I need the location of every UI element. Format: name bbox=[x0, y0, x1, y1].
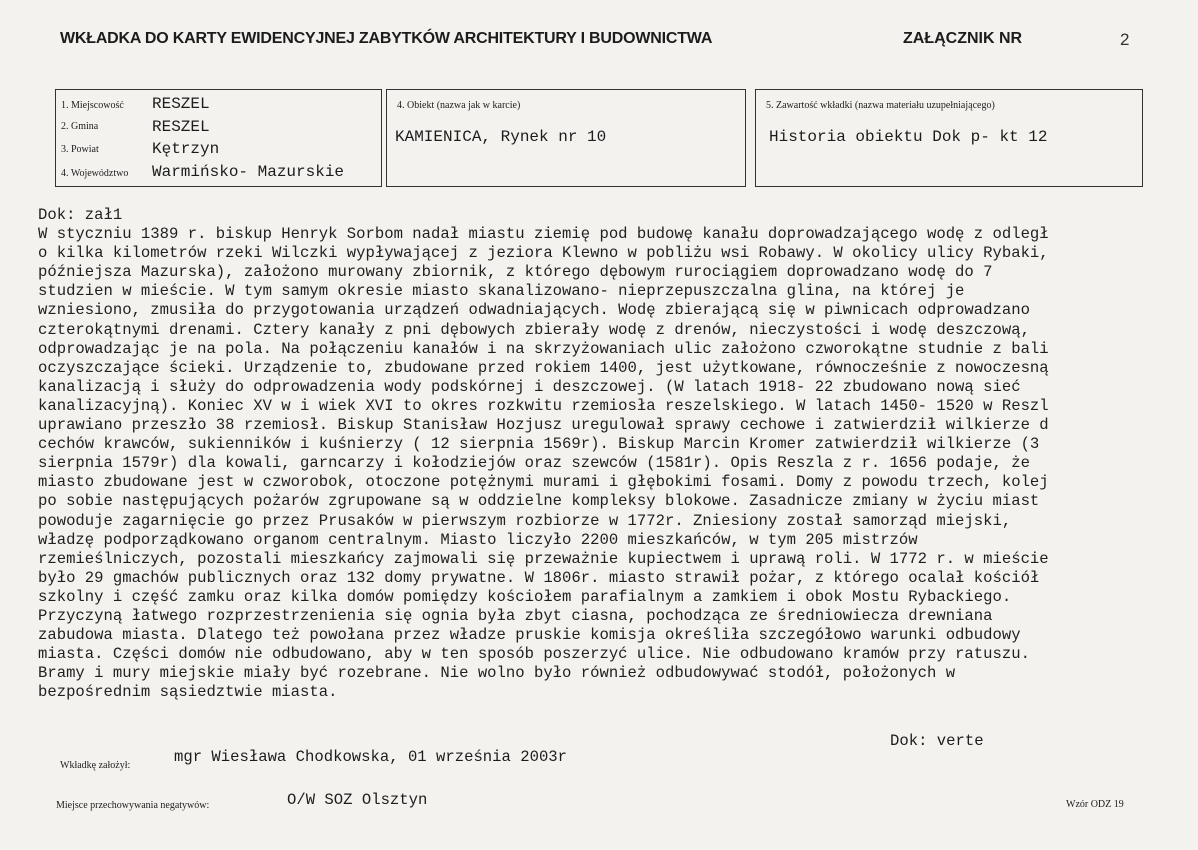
text-line: Bramy i mury miejskie miały być rozebrane. Nie wolno było również odbudowywać stodół, położonych w bbox=[38, 664, 956, 683]
text-line: W styczniu 1389 r. biskup Henryk Sorbom nadał miastu ziemię pod budowę kanału doprowadzającego wodę z odległ bbox=[38, 225, 1049, 244]
text-line: wzniesiono, zmusiła do przygotowania urządzeń odwadniających. Wodę zbierającą się w piwnicach odprowadzano bbox=[38, 301, 1030, 320]
text-line: władzę podporządkowano organom centralnym. Miasto liczyło 2200 mieszkańców, w tym 205 mistrzów bbox=[38, 530, 918, 549]
text-line: późniejsza Mazurska), założono murowany zbiornik, z którego dębowym rurociągiem doprowadzano wodę do 7 bbox=[38, 263, 993, 282]
voivodeship-value: Warmińsko- Mazurskie bbox=[152, 163, 345, 181]
text-line: powoduje zagarnięcie go przez Prusaków w pierwszym rozbiorze w 1772r. Zniesiony został samorząd miejski, bbox=[38, 511, 1012, 530]
text-line: miasta. Części domów nie odbudowano, aby w ten sposób poszerzyć ulice. Nie odbudowano kramów przy ratuszu. bbox=[38, 645, 1030, 664]
text-line: po sobie następujących pożarów zgrupowane są w oddzielne kompleksy blokowe. Zasadnicze zmiany w życiu miast bbox=[38, 492, 1040, 511]
text-line: o kilka kilometrów rzeki Wilczki wypływającej z jeziora Klewno w pobliżu wsi Robawy. W okolicy ulicy Rybaki, bbox=[38, 244, 1049, 263]
form-code: Wzór ODZ 19 bbox=[1066, 799, 1124, 810]
text-line: szkolny i część zamku oraz kilka domów pomiędzy kościołem parafialnym a zamkiem i obok Mostu Rybackiego. bbox=[38, 587, 1012, 606]
text-line: uprawiano przeszło 38 rzemiosł. Biskup Stanisław Hozjusz uregulował sprawy cechowe i zatwierdził wilkierze d bbox=[38, 416, 1049, 435]
text-line: rzemieślniczych, pozostali mieszkańcy zajmowali się przeważnie kupiectwem i uprawą roli. W 1772 r. w mieście bbox=[38, 549, 1049, 568]
created-by-label: Wkładkę założył: bbox=[60, 760, 131, 771]
locality-value: RESZEL bbox=[152, 95, 210, 113]
text-line: zabudowa miasta. Dlatego też powołana przez władze pruskie komisja określiła szczegółowo warunki odbudowy bbox=[38, 626, 1021, 645]
attachment-label: ZAŁĄCZNIK NR bbox=[903, 30, 1023, 47]
text-line: bezpośrednim sąsiedztwie miasta. bbox=[38, 683, 338, 702]
continued-note: Dok: verte bbox=[890, 732, 984, 750]
text-line: sierpnia 1579r) dla kowali, garncarzy i kołodziejów oraz szewców (1581r). Opis Reszla z r. 1656 podaje, że bbox=[38, 454, 1030, 473]
object-box bbox=[386, 89, 746, 187]
county-value: Kętrzyn bbox=[152, 140, 220, 158]
text-line: odprowadzając je na pola. Na połączeniu kanałów i na skrzyżowaniach ulic założono czworokątne studnie z bali bbox=[38, 339, 1049, 358]
municipality-label: 2. Gmina bbox=[61, 121, 99, 132]
municipality-value: RESZEL bbox=[152, 118, 210, 136]
text-line: Dok: zał1 bbox=[38, 206, 123, 224]
text-line: cechów krawców, sukienników i kuśnierzy ( 12 sierpnia 1569r). Biskup Marcin Kromer zatwierdził wilkierze (3 bbox=[38, 435, 1040, 454]
attachment-number: 2 bbox=[1120, 30, 1130, 49]
text-line: czterokątnymi drenami. Cztery kanały z pni dębowych zbierały wodę z drenów, nieczystości i wodę deszczową, bbox=[38, 320, 1030, 339]
history-text bbox=[38, 206, 1148, 702]
form-title: WKŁADKA DO KARTY EWIDENCYJNEJ ZABYTKÓW ARCHITEKTURY I BUDOWNICTWA bbox=[60, 30, 713, 47]
text-line: kanalizacyjną). Koniec XV w i wiek XVI to okres rozkwitu rzemiosła reszelskiego. W latach 1450- 1520 w Reszl bbox=[38, 396, 1049, 415]
text-line: miasto zbudowane jest w czworobok, otoczone potężnymi murami i głębokimi fosami. Domy z powodu trzech, kolej bbox=[38, 473, 1049, 492]
text-line: było 29 gmachów publicznych oraz 132 domy prywatne. W 1806r. miasto strawił pożar, z którego ocalał kościół bbox=[38, 568, 1040, 587]
locality-label: 1. Miejscowość bbox=[61, 100, 124, 111]
text-line: kanalizacją i służy do odprowadzenia wody podskórnej i deszczowej. (W latach 1918- 22 zbudowano nową sieć bbox=[38, 377, 1021, 396]
negatives-value: O/W SOZ Olsztyn bbox=[287, 791, 428, 809]
text-line: studzien w mieście. W tym samym okresie miasto skanalizowano- nieprzepuszczalna glina, na której je bbox=[38, 282, 965, 301]
county-label: 3. Powiat bbox=[61, 144, 99, 155]
created-by-value: mgr Wiesława Chodkowska, 01 września 2003r bbox=[174, 748, 568, 766]
object-value: KAMIENICA, Rynek nr 10 bbox=[395, 128, 607, 146]
contents-value: Historia obiektu Dok p- kt 12 bbox=[769, 128, 1048, 146]
text-line: Przyczyną łatwego rozprzestrzenienia się ognia była zbyt ciasna, pochodząca ze średniowiecza drewniana bbox=[38, 606, 993, 625]
negatives-label: Miejsce przechowywania negatywów: bbox=[56, 800, 210, 811]
contents-label: 5. Zawartość wkładki (nazwa materiału uzupełniającego) bbox=[766, 100, 995, 111]
text-line: oczyszczające ścieki. Urządzenie to, zbudowane przed rokiem 1400, jest użytkowane, równocześnie z nowoczesną bbox=[38, 358, 1049, 377]
contents-box bbox=[755, 89, 1143, 187]
voivodeship-label: 4. Województwo bbox=[61, 168, 129, 179]
object-label: 4. Obiekt (nazwa jak w karcie) bbox=[397, 100, 521, 111]
location-box bbox=[55, 89, 382, 187]
